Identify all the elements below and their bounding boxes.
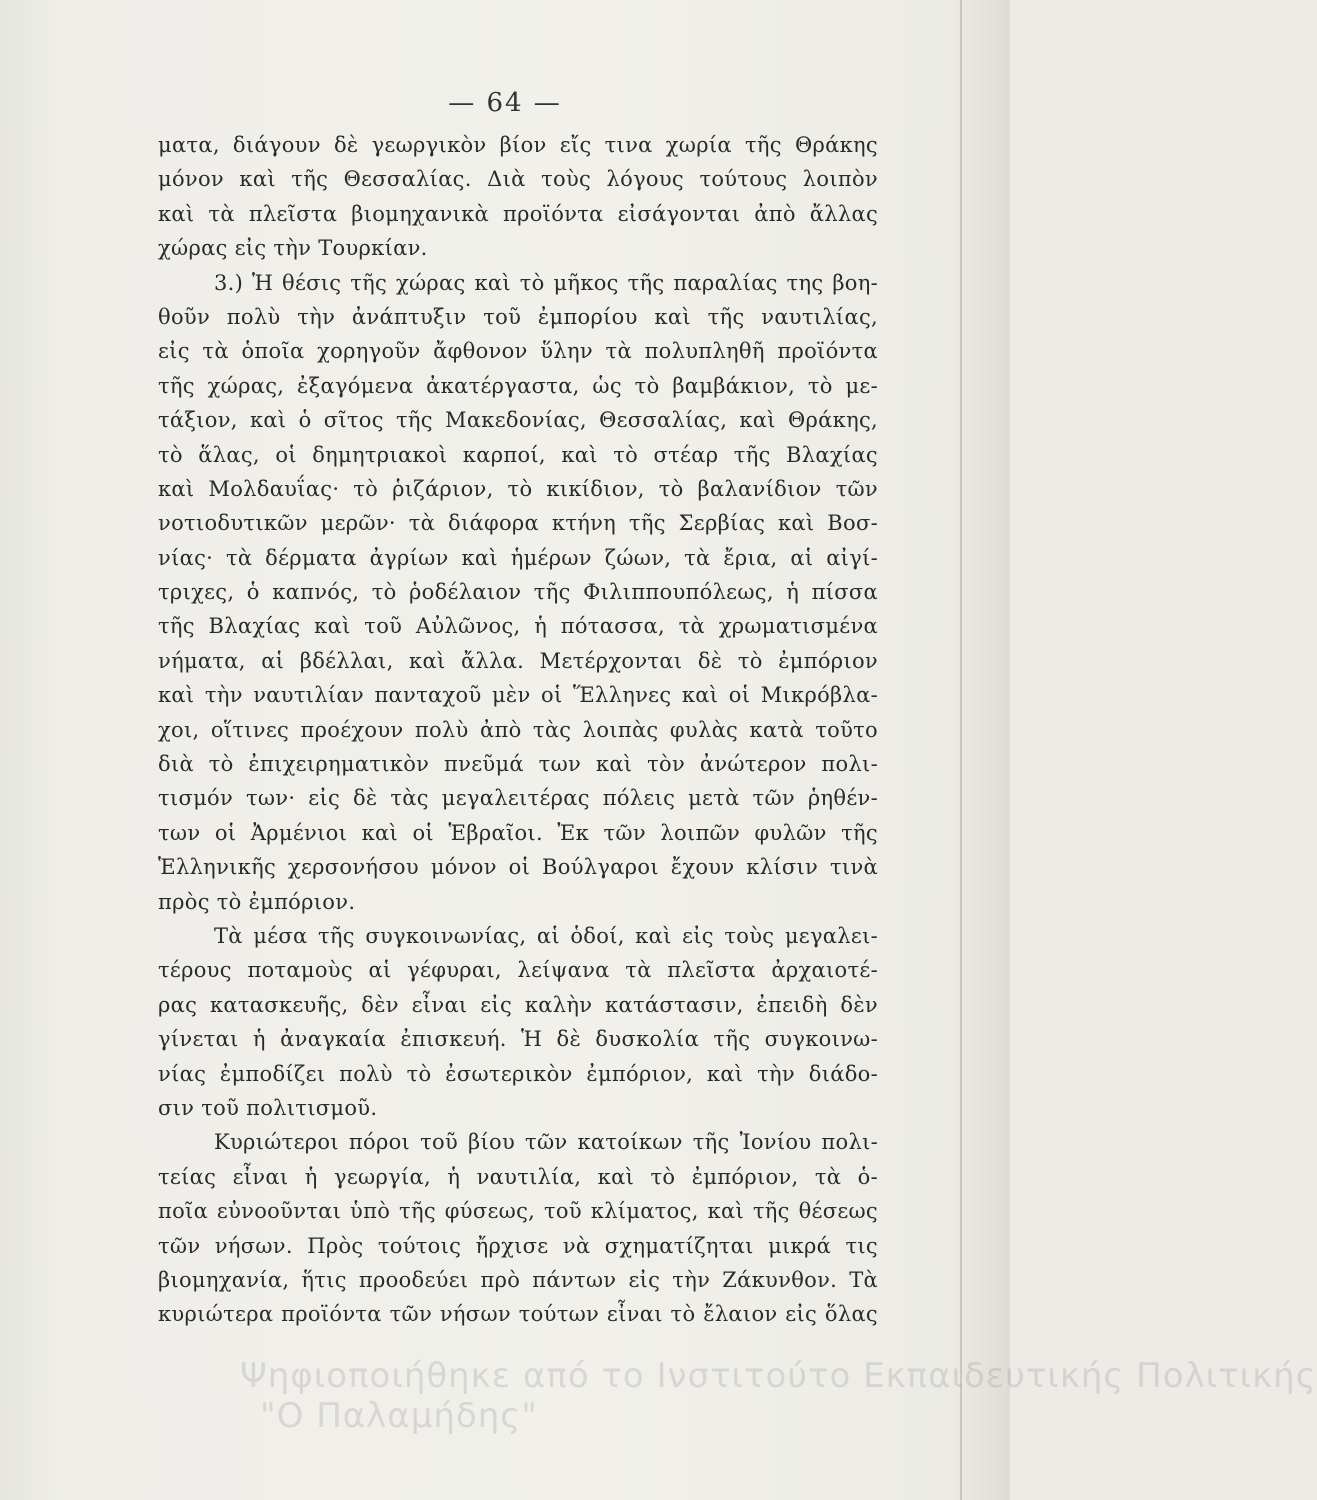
text-line: σιν τοῦ πολιτισμοῦ. — [158, 1095, 378, 1120]
text-line: νοτιοδυτικῶν μερῶν· τὰ διάφορα κτήνη τῆς Σερβίας καὶ Βοσ- — [158, 511, 878, 536]
paragraph-start-line: Τὰ μέσα τῆς συγκοινωνίας, αἱ ὁδοί, καὶ εἰς τοὺς μεγαλει- — [214, 923, 878, 948]
text-line: ποῖα εὐνοοῦνται ὑπὸ τῆς φύσεως, τοῦ κλίματος, καὶ τῆς θέσεως — [158, 1199, 878, 1224]
text-line: τριχες, ὁ καπνός, τὸ ῥοδέλαιον τῆς Φιλιππουπόλεως, ἡ πίσσα — [158, 580, 878, 605]
watermark-line-1: Ψηφιοποιήθηκε από το Ινστιτούτο Εκπαιδευτικής Πολιτικής — [240, 1356, 1317, 1396]
text-line: τῆς Βλαχίας καὶ τοῦ Αὐλῶνος, ἡ πότασσα, τὰ χρωματισμένα — [158, 614, 878, 639]
page-number: — 64 — — [448, 88, 562, 118]
paragraph-start-line: Κυριώτεροι πόροι τοῦ βίου τῶν κατοίκων τῆς Ἰονίου πολι- — [214, 1130, 878, 1155]
text-line: χώρας εἰς τὴν Τουρκίαν. — [158, 236, 428, 261]
text-line: νίας· τὰ δέρματα ἀγρίων καὶ ἡμέρων ζώων, τὰ ἔρια, αἱ αἰγί- — [158, 545, 878, 570]
watermark-line-2: "Ο Παλαμήδης" — [260, 1396, 538, 1436]
text-line: τάξιον, καὶ ὁ σῖτος τῆς Μακεδονίας, Θεσσαλίας, καὶ Θράκης, — [158, 408, 878, 433]
text-line: νήματα, αἱ βδέλλαι, καὶ ἄλλα. Μετέρχονται δὲ τὸ ἐμπόριον — [158, 648, 878, 673]
text-line: Ἑλληνικῆς χερσονήσου μόνον οἱ Βούλγαροι ἔχουν κλίσιν τινὰ — [158, 855, 878, 880]
text-line: τὸ ἅλας, οἱ δημητριακοὶ καρποί, καὶ τὸ στέαρ τῆς Βλαχίας — [158, 442, 878, 467]
text-line: ματα, διάγουν δὲ γεωργικὸν βίον εἴς τινα χωρία τῆς Θράκης — [158, 133, 878, 157]
page-edge-shadow — [960, 0, 962, 1500]
text-line: καὶ τὴν ναυτιλίαν πανταχοῦ μὲν οἱ Ἕλληνες καὶ οἱ Μικρόβλα- — [158, 683, 878, 708]
text-line: εἰς τὰ ὁποῖα χορηγοῦν ἄφθονον ὕλην τὰ πολυπληθῆ προϊόντα — [158, 339, 878, 364]
digitization-watermark — [240, 1356, 1317, 1436]
text-line: καὶ Μολδαυΐας· τὸ ῥιζάριον, τὸ κικίδιον, τὸ βαλανίδιον τῶν — [158, 476, 878, 501]
text-line: χοι, οἵτινες προέχουν πολὺ ἀπὸ τὰς λοιπὰς φυλὰς κατὰ τοῦτο — [158, 717, 878, 742]
text-line: καὶ τὰ πλεῖστα βιομηχανικὰ προϊόντα εἰσάγονται ἀπὸ ἄλλας — [158, 201, 878, 226]
text-line: τείας εἶναι ἡ γεωργία, ἡ ναυτιλία, καὶ τὸ ἐμπόριον, τὰ ὁ- — [158, 1164, 878, 1189]
text-line: μόνον καὶ τῆς Θεσσαλίας. Διὰ τοὺς λόγους τούτους λοιπὸν — [158, 167, 878, 192]
text-line: τισμόν των· εἰς δὲ τὰς μεγαλειτέρας πόλεις μετὰ τῶν ῥηθέν- — [158, 786, 878, 811]
text-line: θοῦν πολὺ τὴν ἀνάπτυξιν τοῦ ἐμπορίου καὶ τῆς ναυτιλίας, — [158, 304, 878, 329]
text-line: βιομηχανία, ἥτις προοδεύει πρὸ πάντων εἰς τὴν Ζάκυνθον. Τὰ — [158, 1267, 878, 1292]
text-line: ρας κατασκευῆς, δὲν εἶναι εἰς καλὴν κατάστασιν, ἐπειδὴ δὲν — [158, 992, 878, 1017]
text-line: τῆς χώρας, ἐξαγόμενα ἀκατέργαστα, ὡς τὸ βαμβάκιον, τὸ με- — [158, 373, 878, 398]
text-line: κυριώτερα προϊόντα τῶν νήσων τούτων εἶναι τὸ ἔλαιον εἰς ὅλας — [158, 1302, 878, 1327]
text-line: νίας ἐμποδίζει πολὺ τὸ ἐσωτερικὸν ἐμπόριον, καὶ τὴν διάδο- — [158, 1061, 878, 1086]
text-line: των οἱ Ἀρμένιοι καὶ οἱ Ἑβραῖοι. Ἐκ τῶν λοιπῶν φυλῶν τῆς — [158, 820, 878, 845]
text-line: τέρους ποταμοὺς αἱ γέφυραι, λείψανα τὰ πλεῖστα ἀρχαιοτέ- — [158, 958, 878, 983]
paragraph-start-line: 3.) Ἡ θέσις τῆς χώρας καὶ τὸ μῆκος τῆς παραλίας της βοη- — [214, 270, 878, 295]
text-line: γίνεται ἡ ἀναγκαία ἐπισκευή. Ἡ δὲ δυσκολία τῆς συγκοινω- — [158, 1027, 878, 1052]
text-line: διὰ τὸ ἐπιχειρηματικὸν πνεῦμά των καὶ τὸν ἀνώτερον πολι- — [158, 752, 878, 777]
text-line: πρὸς τὸ ἐμπόριον. — [158, 889, 356, 914]
body-text — [158, 128, 878, 1332]
text-line: τῶν νήσων. Πρὸς τούτοις ἤρχισε νὰ σχηματίζηται μικρά τις — [158, 1233, 878, 1258]
